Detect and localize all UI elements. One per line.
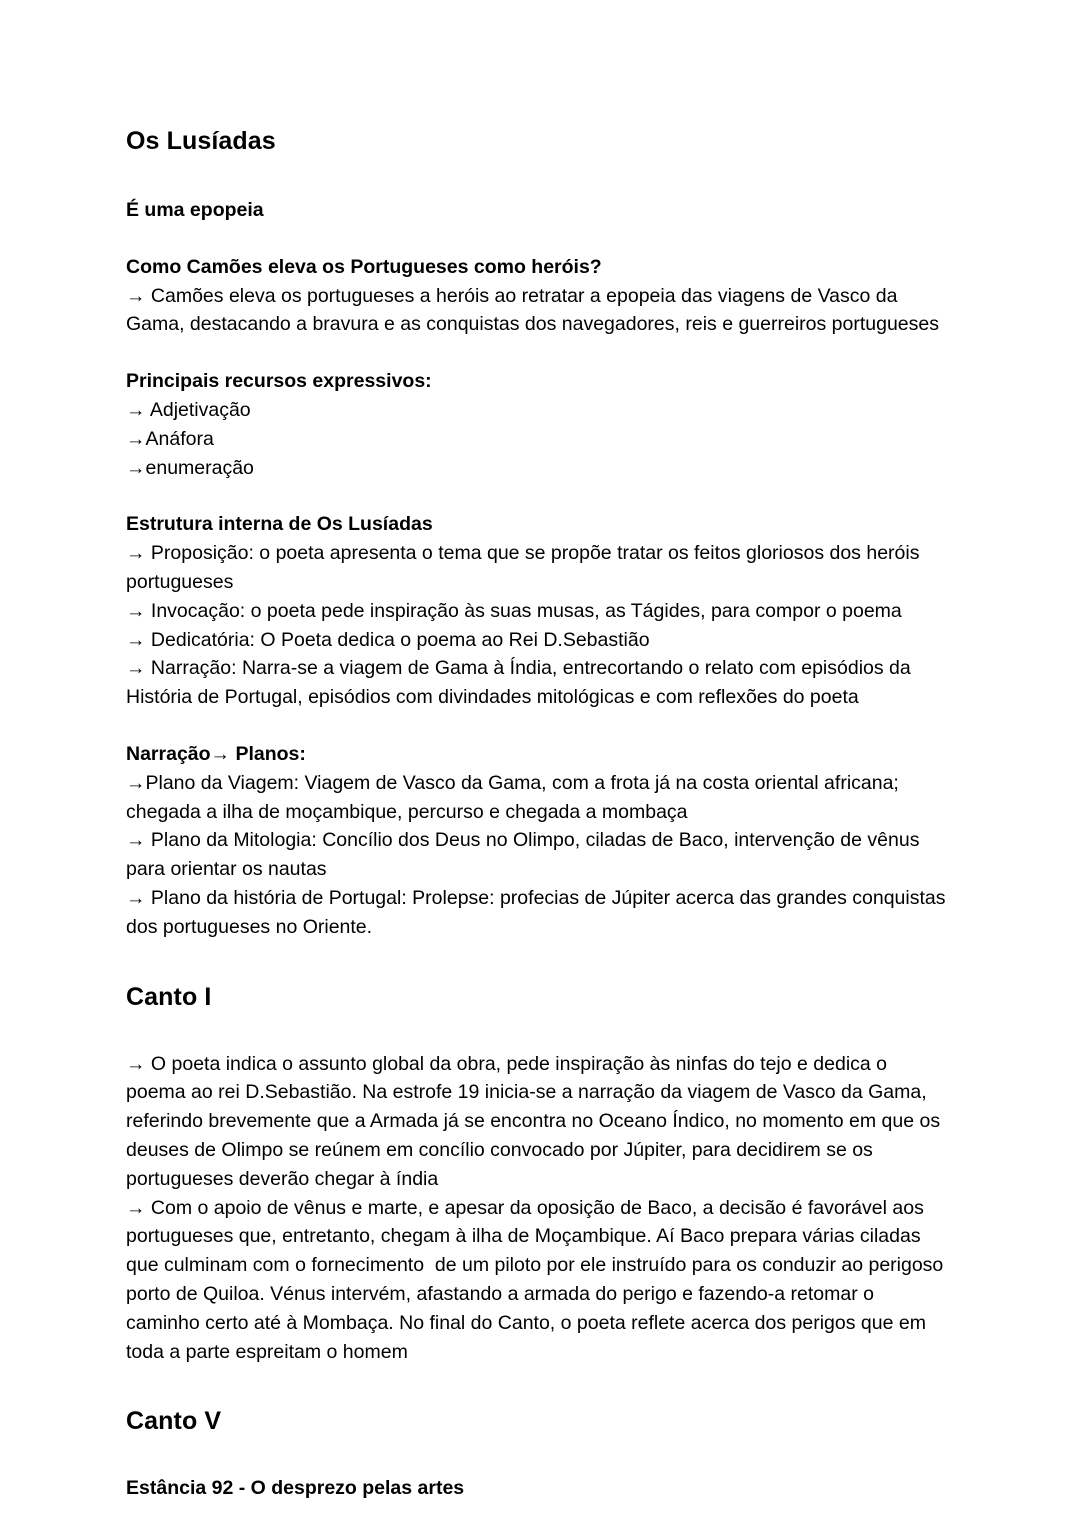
canto-i-heading: Canto I: [126, 982, 212, 1011]
section-line: → Narração: Narra-se a viagem de Gama à Índia, entrecortando o relato com episódios da História de Portugal, episódios com divindades mitológicas e com reflexões do poeta: [126, 657, 917, 709]
section-line: → Plano da Mitologia: Concílio dos Deus no Olimpo, ciladas de Baco, intervenção de vênus para orientar os nautas: [126, 829, 925, 881]
section-line: →enumeração: [126, 456, 254, 479]
section-line: → Dedicatória: O Poeta dedica o poema ao Rei D.Sebastião: [126, 628, 650, 651]
section-line: → Plano da história de Portugal: Prolepse: profecias de Júpiter acerca das grandes conquistas dos portugueses no Oriente.: [126, 886, 951, 938]
section-line: →Plano da Viagem: Viagem de Vasco da Gama, com a frota já na costa oriental africana; chegada a ilha de moçambique, percurso e chegada a mombaça: [126, 771, 905, 823]
canto-i-paragraph: → O poeta indica o assunto global da obra, pede inspiração às ninfas do tejo e dedica o poema ao rei D.Sebastião. Na estrofe 19 inicia-se a narração da viagem de Vasco da Gama, referindo brevemente que a Armada já se encontra no Oceano Índico, no momento em que os deuses de Olimpo se reúnem em concílio convocado por Júpiter, para decidirem se os portugueses deverão chegar à índia: [126, 1052, 946, 1190]
intro-subheading: É uma epopeia: [126, 199, 264, 221]
section-estrutura-interna: [126, 510, 950, 712]
section-recursos-expressivos: [126, 367, 950, 482]
section-line: → Invocação: o poeta pede inspiração às suas musas, as Tágides, para compor o poema: [126, 599, 902, 622]
section-subheading: Como Camões eleva os Portugueses como heróis?: [126, 255, 602, 278]
section-como-camoes-eleva: [126, 253, 950, 339]
section-subheading: Narração→ Planos:: [126, 742, 306, 765]
intro-block: [126, 196, 950, 225]
canto-v-subheading: Estância 92 - O desprezo pelas artes: [126, 1477, 465, 1500]
canto-i-paragraph: → Com o apoio de vênus e marte, e apesar da oposição de Baco, a decisão é favorável aos portugueses que, entretanto, chegam à ilha de Moçambique. Aí Baco prepara várias ciladas que culminam com o fornecimento de um piloto por ele instruído para os conduzir ao perigoso porto de Quiloa. Vénus intervém, afastando a armada do perigo e fazendo-a retomar o caminho certo até à Mombaça. No final do Canto, o poeta reflete acerca dos perigos que em toda a parte espreitam o homem: [126, 1196, 949, 1363]
section-canto-i: [126, 982, 950, 1367]
page-title: Os Lusíadas: [126, 127, 276, 155]
section-subheading: Estrutura interna de Os Lusíadas: [126, 513, 433, 536]
section-line: → Camões eleva os portugueses a heróis ao retratar a epopeia das viagens de Vasco da Gama, destacando a bravura e as conquistas dos navegadores, reis e guerreiros portugueses: [126, 284, 939, 336]
section-subheading: Principais recursos expressivos:: [126, 370, 432, 393]
section-line: → Adjetivação: [126, 398, 251, 421]
section-line: →Anáfora: [126, 427, 214, 450]
section-line: → Proposição: o poeta apresenta o tema que se propõe tratar os feitos gloriosos dos heróis portugueses: [126, 542, 925, 593]
section-narracao-planos: [126, 740, 950, 942]
section-canto-v: [126, 1406, 950, 1503]
canto-v-heading: Canto V: [126, 1407, 222, 1436]
